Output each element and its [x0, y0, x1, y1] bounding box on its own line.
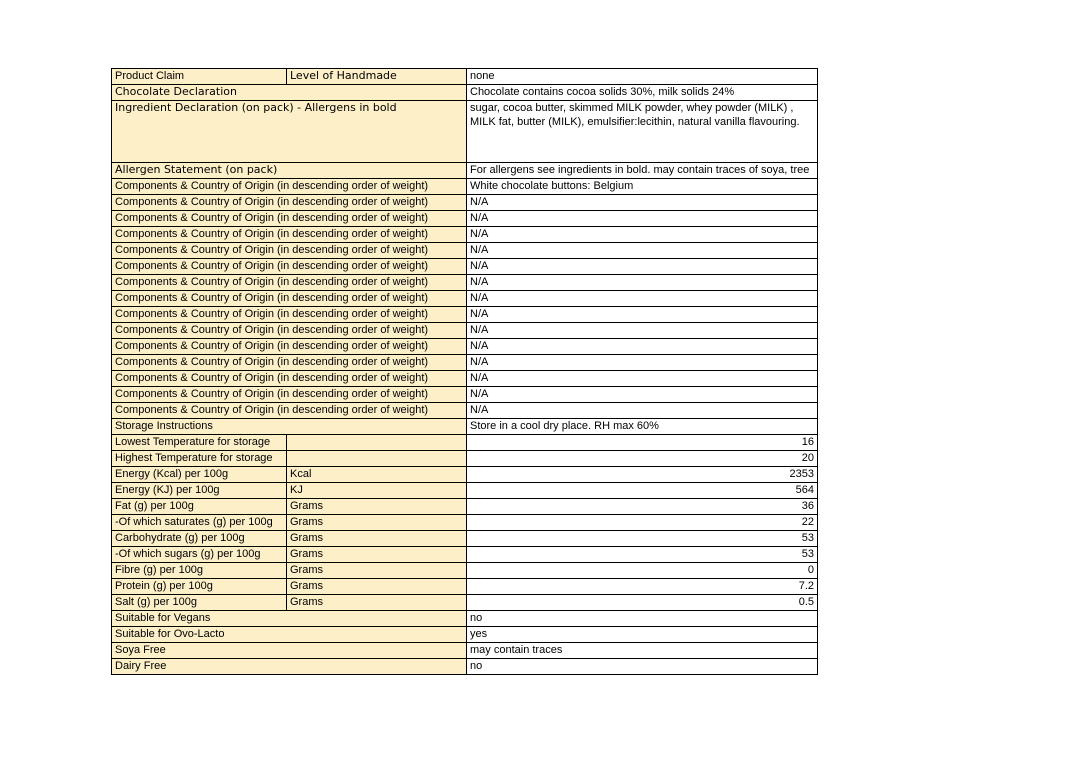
component-value: N/A: [467, 355, 818, 371]
suitability-label: Dairy Free: [112, 659, 467, 675]
components-section: [112, 179, 818, 419]
component-value: White chocolate buttons: Belgium: [467, 179, 818, 195]
component-label: Components & Country of Origin (in descending order of weight): [112, 179, 467, 195]
nutrition-value: 53: [467, 531, 818, 547]
row-label: Ingredient Declaration (on pack) - Allergens in bold: [112, 101, 467, 163]
component-row: [112, 243, 818, 259]
component-label: Components & Country of Origin (in descending order of weight): [112, 259, 467, 275]
table-row: [112, 69, 818, 85]
nutrition-unit: Grams: [287, 563, 467, 579]
nutrition-label: -Of which saturates (g) per 100g: [112, 515, 287, 531]
component-label: Components & Country of Origin (in descending order of weight): [112, 307, 467, 323]
nutrition-value: 7.2: [467, 579, 818, 595]
row-label: Storage Instructions: [112, 419, 467, 435]
nutrition-row: [112, 467, 818, 483]
component-value: N/A: [467, 259, 818, 275]
suitability-label: Suitable for Ovo-Lacto: [112, 627, 467, 643]
row-label: Lowest Temperature for storage: [112, 435, 287, 451]
nutrition-label: -Of which sugars (g) per 100g: [112, 547, 287, 563]
ingredients-line-2: MILK fat, butter (MILK), emulsifier:lecithin, natural vanilla flavouring.: [470, 116, 800, 128]
component-row: [112, 339, 818, 355]
nutrition-row: [112, 531, 818, 547]
suitability-value: no: [467, 659, 818, 675]
nutrition-label: Carbohydrate (g) per 100g: [112, 531, 287, 547]
nutrition-value: 564: [467, 483, 818, 499]
suitability-value: yes: [467, 627, 818, 643]
nutrition-unit: KJ: [287, 483, 467, 499]
suitability-label: Soya Free: [112, 643, 467, 659]
nutrition-label: Energy (KJ) per 100g: [112, 483, 287, 499]
component-row: [112, 275, 818, 291]
nutrition-row: [112, 483, 818, 499]
table-row: [112, 451, 818, 467]
nutrition-value: 2353: [467, 467, 818, 483]
component-label: Components & Country of Origin (in descending order of weight): [112, 339, 467, 355]
row-value: Store in a cool dry place. RH max 60%: [467, 419, 818, 435]
component-row: [112, 371, 818, 387]
nutrition-value: 0: [467, 563, 818, 579]
component-label: Components & Country of Origin (in descending order of weight): [112, 211, 467, 227]
component-label: Components & Country of Origin (in descending order of weight): [112, 403, 467, 419]
component-label: Components & Country of Origin (in descending order of weight): [112, 371, 467, 387]
row-label: Allergen Statement (on pack): [112, 163, 467, 179]
component-value: N/A: [467, 323, 818, 339]
component-label: Components & Country of Origin (in descending order of weight): [112, 355, 467, 371]
suitability-row: [112, 643, 818, 659]
suitability-row: [112, 659, 818, 675]
nutrition-unit: Grams: [287, 547, 467, 563]
nutrition-section: [112, 467, 818, 611]
nutrition-label: Energy (Kcal) per 100g: [112, 467, 287, 483]
nutrition-unit: Grams: [287, 499, 467, 515]
table-row: [112, 101, 818, 163]
row-label: Product Claim: [112, 69, 287, 85]
nutrition-value: 22: [467, 515, 818, 531]
nutrition-row: [112, 595, 818, 611]
nutrition-unit: Grams: [287, 531, 467, 547]
component-label: Components & Country of Origin (in descending order of weight): [112, 243, 467, 259]
suitability-label: Suitable for Vegans: [112, 611, 467, 627]
table-row: [112, 435, 818, 451]
component-row: [112, 227, 818, 243]
component-label: Components & Country of Origin (in descending order of weight): [112, 291, 467, 307]
nutrition-unit: Grams: [287, 579, 467, 595]
component-row: [112, 323, 818, 339]
table-row: [112, 163, 818, 179]
component-value: N/A: [467, 339, 818, 355]
table-row: [112, 419, 818, 435]
suitability-section: [112, 611, 818, 675]
component-label: Components & Country of Origin (in descending order of weight): [112, 387, 467, 403]
nutrition-label: Fat (g) per 100g: [112, 499, 287, 515]
nutrition-row: [112, 563, 818, 579]
nutrition-unit: Kcal: [287, 467, 467, 483]
component-row: [112, 307, 818, 323]
ingredients-line-1: sugar, cocoa butter, skimmed MILK powder, whey powder (MILK) ,: [470, 102, 794, 114]
row-unit: [287, 451, 467, 467]
nutrition-value: 0.5: [467, 595, 818, 611]
component-value: N/A: [467, 403, 818, 419]
component-label: Components & Country of Origin (in descending order of weight): [112, 323, 467, 339]
row-value: Chocolate contains cocoa solids 30%, milk solids 24%: [467, 85, 818, 101]
row-value: 16: [467, 435, 818, 451]
nutrition-label: Fibre (g) per 100g: [112, 563, 287, 579]
suitability-row: [112, 611, 818, 627]
nutrition-row: [112, 547, 818, 563]
component-value: N/A: [467, 195, 818, 211]
suitability-value: may contain traces: [467, 643, 818, 659]
row-label: Chocolate Declaration: [112, 85, 467, 101]
row-value: [467, 101, 818, 163]
component-label: Components & Country of Origin (in descending order of weight): [112, 195, 467, 211]
row-value: none: [467, 69, 818, 85]
suitability-row: [112, 627, 818, 643]
component-row: [112, 211, 818, 227]
component-label: Components & Country of Origin (in descending order of weight): [112, 275, 467, 291]
component-row: [112, 355, 818, 371]
nutrition-row: [112, 579, 818, 595]
component-row: [112, 179, 818, 195]
component-row: [112, 387, 818, 403]
row-sublabel: Level of Handmade: [287, 69, 467, 85]
component-row: [112, 195, 818, 211]
component-value: N/A: [467, 243, 818, 259]
nutrition-label: Salt (g) per 100g: [112, 595, 287, 611]
nutrition-unit: Grams: [287, 595, 467, 611]
suitability-value: no: [467, 611, 818, 627]
nutrition-value: 53: [467, 547, 818, 563]
nutrition-unit: Grams: [287, 515, 467, 531]
row-value: For allergens see ingredients in bold. may contain traces of soya, tree: [467, 163, 818, 179]
component-label: Components & Country of Origin (in descending order of weight): [112, 227, 467, 243]
table-row: [112, 85, 818, 101]
component-value: N/A: [467, 275, 818, 291]
component-value: N/A: [467, 211, 818, 227]
nutrition-value: 36: [467, 499, 818, 515]
component-value: N/A: [467, 227, 818, 243]
component-value: N/A: [467, 371, 818, 387]
component-value: N/A: [467, 387, 818, 403]
row-value: 20: [467, 451, 818, 467]
nutrition-row: [112, 499, 818, 515]
nutrition-label: Protein (g) per 100g: [112, 579, 287, 595]
product-spec-table: [111, 68, 818, 675]
component-row: [112, 403, 818, 419]
nutrition-row: [112, 515, 818, 531]
row-unit: [287, 435, 467, 451]
component-value: N/A: [467, 307, 818, 323]
component-row: [112, 291, 818, 307]
component-value: N/A: [467, 291, 818, 307]
component-row: [112, 259, 818, 275]
row-label: Highest Temperature for storage: [112, 451, 287, 467]
